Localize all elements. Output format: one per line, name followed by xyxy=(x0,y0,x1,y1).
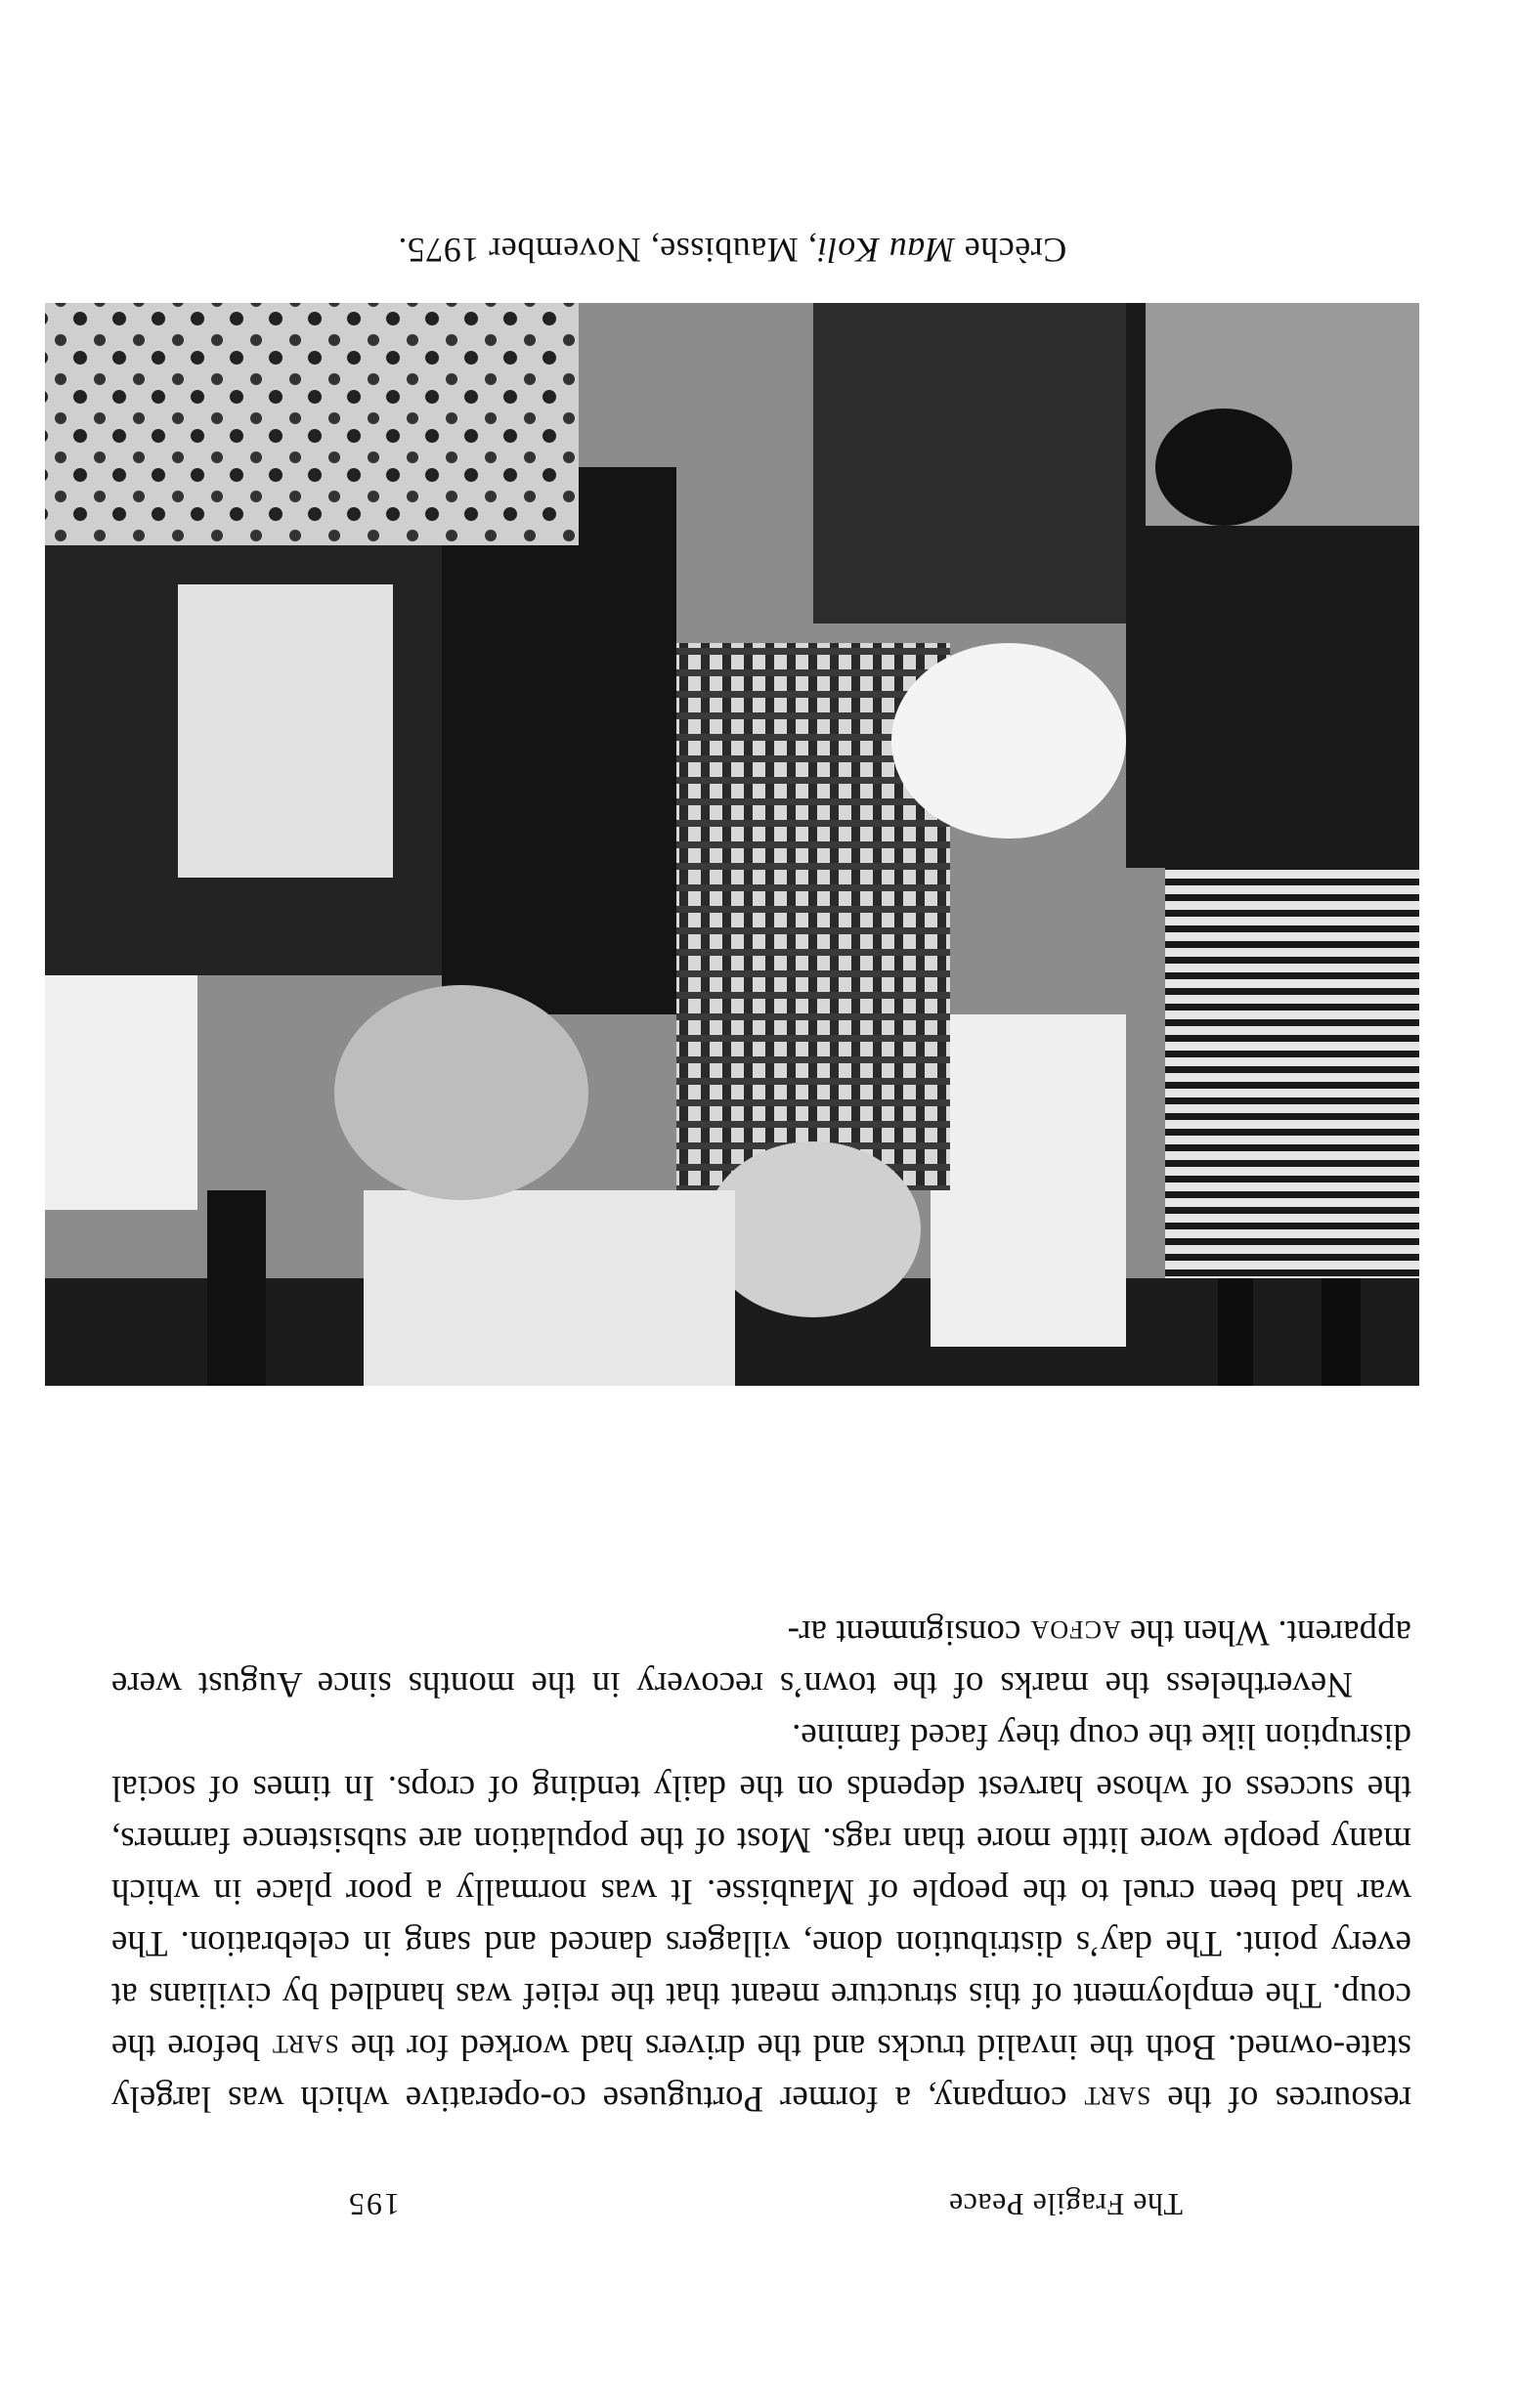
caption-place-name: Mau Koli xyxy=(816,231,955,270)
paragraph-2 xyxy=(111,1607,1411,1710)
acronym: acfoa xyxy=(1029,1612,1121,1653)
photo-caption xyxy=(45,230,1419,271)
caption-date: , Maubisse, November 1975. xyxy=(397,231,817,270)
body-text xyxy=(111,1607,1411,2125)
text-run: consignment ar- xyxy=(787,1612,1030,1653)
paragraph-1 xyxy=(111,1710,1411,2125)
text-run: before the coup. The employment of this structure meant that the relief was handled by civilians at every point. The day’s distribution done, villagers danced and sang in celebration. The war had been cruel to the people of Maubisse. It was normally a poor place in which many people wore little more than rags. Most of the population are subsistence farmers, the success of whose harvest depends on the daily tending of crops. In times of social disruption like the coup they faced famine. xyxy=(111,1716,1411,2067)
photograph-creche xyxy=(45,303,1419,1386)
acronym: sart xyxy=(1083,2079,1151,2119)
photograph-image xyxy=(45,303,1419,1386)
text-run: Nevertheless the marks of the town’s recovery in the months since August were apparent. When the xyxy=(111,1612,1411,1704)
text-run: resources of the xyxy=(1150,2079,1411,2119)
acronym: sart xyxy=(271,2027,339,2067)
text-run: company, a former Portuguese co-operative which was largely state-owned. Both the invalid trucks and the drivers had worked for the xyxy=(111,2027,1411,2119)
running-head-title: The Fragile Peace xyxy=(948,2187,1183,2222)
running-head xyxy=(347,2183,1183,2222)
caption-text: Crèche xyxy=(954,231,1067,270)
page-number: 195 xyxy=(347,2187,400,2222)
